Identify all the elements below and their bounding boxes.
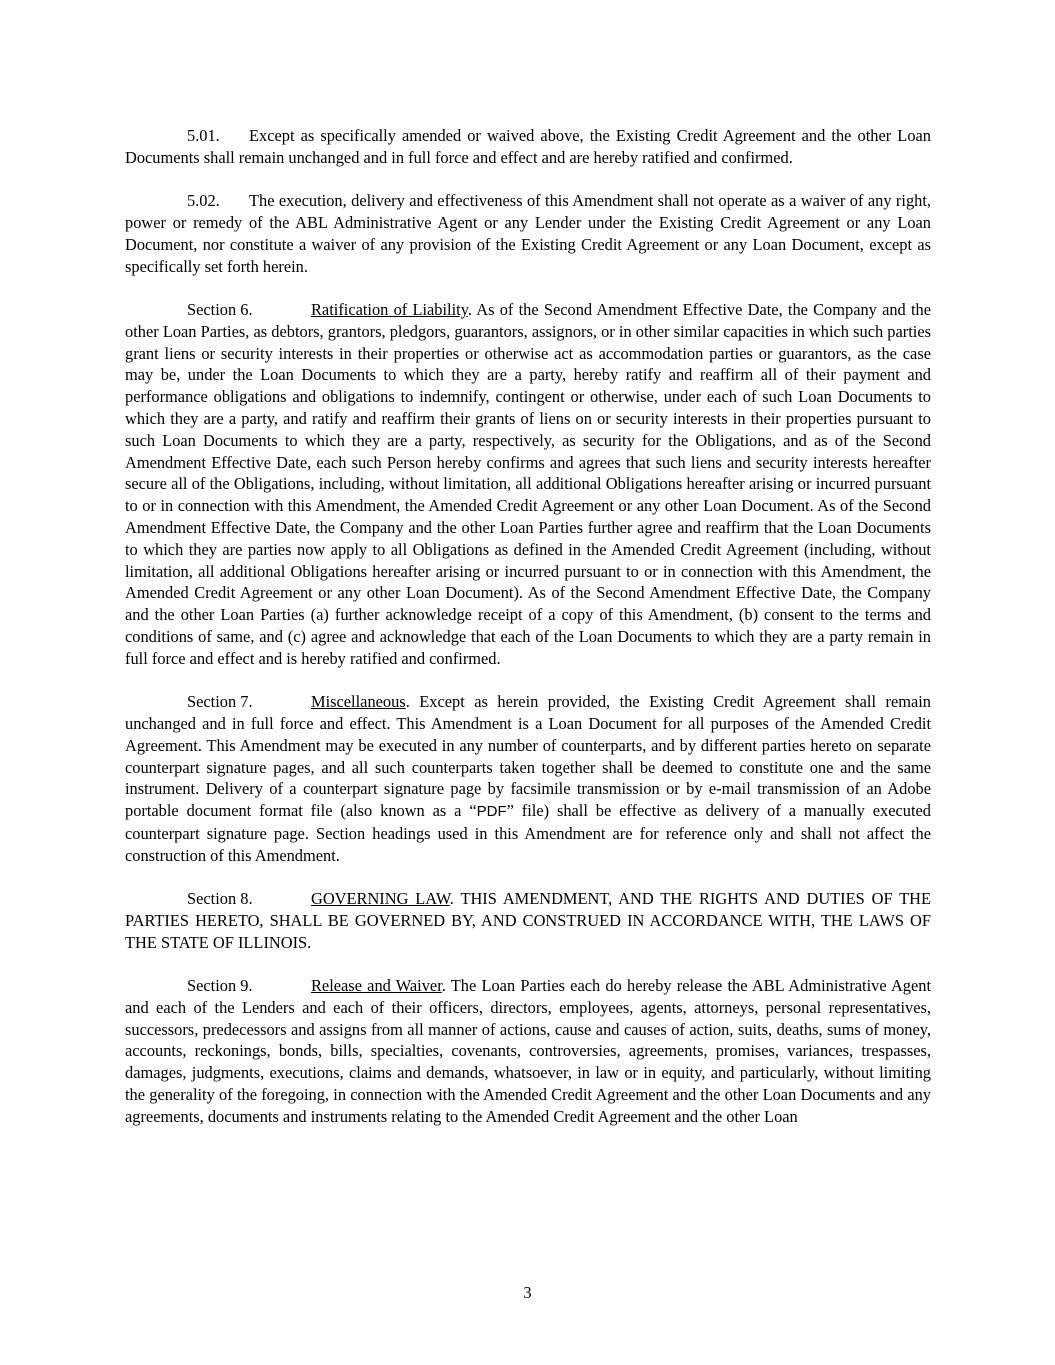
section-number: Section 8. <box>187 889 253 909</box>
section-text: The Loan Parties each do hereby release the ABL Administrative Agent and each of the Lenders and each of their officers, directors, employees, agents, attorneys, personal representatives, successors, predecessors and assigns from all manner of actions, cause and causes of action, suits, deaths, sums of money, accounts, reckonings, bonds, bills, specialties, covenants, controversies, agreements, promises, variances, trespasses, damages, judgments, executions, claims and demands, whatsoever, in law or in equity, and particularly, without limiting the generality of the foregoing, in connection with the Amended Credit Agreement and the other Loan Documents and any agreements, documents and instruments relating to the Amended Credit Agreement and the other Loan <box>125 976 931 1126</box>
section-6 <box>125 299 931 670</box>
section-separator: . <box>449 889 461 909</box>
section-heading: Ratification of Liability <box>311 299 468 319</box>
pdf-term: PDF <box>476 803 507 821</box>
section-separator: . <box>441 976 451 996</box>
section-separator: . <box>405 692 420 712</box>
paragraph-number: 5.02. <box>187 191 220 211</box>
paragraph-5-02 <box>125 190 931 277</box>
section-separator: . <box>467 299 477 319</box>
section-8 <box>125 888 931 953</box>
section-text: As of the Second Amendment Effective Date, the Company and the other Loan Parties, as debtors, grantors, pledgors, guarantors, assignors, or in other similar capacities in which such parties grant liens or security interests in their properties or otherwise act as accommodation parties or guarantors, as the case may be, under the Loan Documents to which they are a party, hereby ratify and reaffirm all of their payment and performance obligations and obligations to indemnify, contingent or otherwise, under each of such Loan Documents to which they are a party, and ratify and reaffirm their grants of liens on or security interests in their properties pursuant to such Loan Documents to which they are a party, respectively, as security for the Obligations, and as of the Second Amendment Effective Date, each such Person hereby confirms and agrees that such liens and security interests hereafter secure all of the Obligations, including, without limitation, all additional Obligations hereafter arising or incurred pursuant to or in connection with this Amendment, the Amended Credit Agreement or any other Loan Document. As of the Second Amendment Effective Date, the Company and the other Loan Parties further agree and reaffirm that the Loan Documents to which they are parties now apply to all Obligations as defined in the Amended Credit Agreement (including, without limitation, all additional Obligations hereafter arising or incurred pursuant to or in connection with this Amendment, the Amended Credit Agreement or any other Loan Document). As of the Second Amendment Effective Date, the Company and the other Loan Parties (a) further acknowledge receipt of a copy of this Amendment, (b) consent to the terms and conditions of same, and (c) agree and acknowledge that each of the Loan Documents to which they are a party remain in full force and effect and is hereby ratified and confirmed. <box>125 299 931 668</box>
section-text: THIS AMENDMENT, AND THE RIGHTS AND DUTIES OF THE PARTIES HERETO, SHALL BE GOVERNED BY, AND CONSTRUED IN ACCORDANCE WITH, THE LAWS OF THE STATE OF ILLINOIS. <box>125 889 931 952</box>
paragraph-number: 5.01. <box>187 126 220 145</box>
section-number: Section 9. <box>187 976 253 996</box>
section-9 <box>125 975 931 1128</box>
section-text-continued: ” file) shall be effective as delivery of a manually executed counterpart signature page. Section headings used in this Amendment are for reference only and shall not affect the construction of this Amendment. <box>125 801 931 865</box>
page-number: 3 <box>523 1283 532 1302</box>
paragraph-5-01 <box>125 125 931 169</box>
section-heading: Miscellaneous <box>311 692 406 712</box>
section-heading: GOVERNING LAW <box>311 889 450 909</box>
document-body <box>125 125 931 1149</box>
section-number: Section 7. <box>187 692 253 712</box>
paragraph-text: Except as specifically amended or waived above, the Existing Credit Agreement and the other Loan Documents shall remain unchanged and in full force and effect and are hereby ratified and confirmed. <box>125 126 931 167</box>
section-number: Section 6. <box>187 299 253 319</box>
section-heading: Release and Waiver <box>311 976 442 996</box>
section-text: Except as herein provided, the Existing Credit Agreement shall remain unchanged and in full force and effect. This Amendment is a Loan Document for all purposes of the Amended Credit Agreement. This Amendment may be executed in any number of counterparts, and by different parties hereto on separate counterpart signature pages, and all such counterparts taken together shall be deemed to constitute one and the same instrument. Delivery of a counterpart signature page by facsimile transmission or by e-mail transmission of an Adobe portable document format file (also known as a “ <box>125 692 931 821</box>
section-7 <box>125 691 931 866</box>
paragraph-text: The execution, delivery and effectiveness of this Amendment shall not operate as a waiver of any right, power or remedy of the ABL Administrative Agent or any Lender under the Existing Credit Agreement or any Loan Document, nor constitute a waiver of any provision of the Existing Credit Agreement or any Loan Document, except as specifically set forth herein. <box>125 191 931 276</box>
